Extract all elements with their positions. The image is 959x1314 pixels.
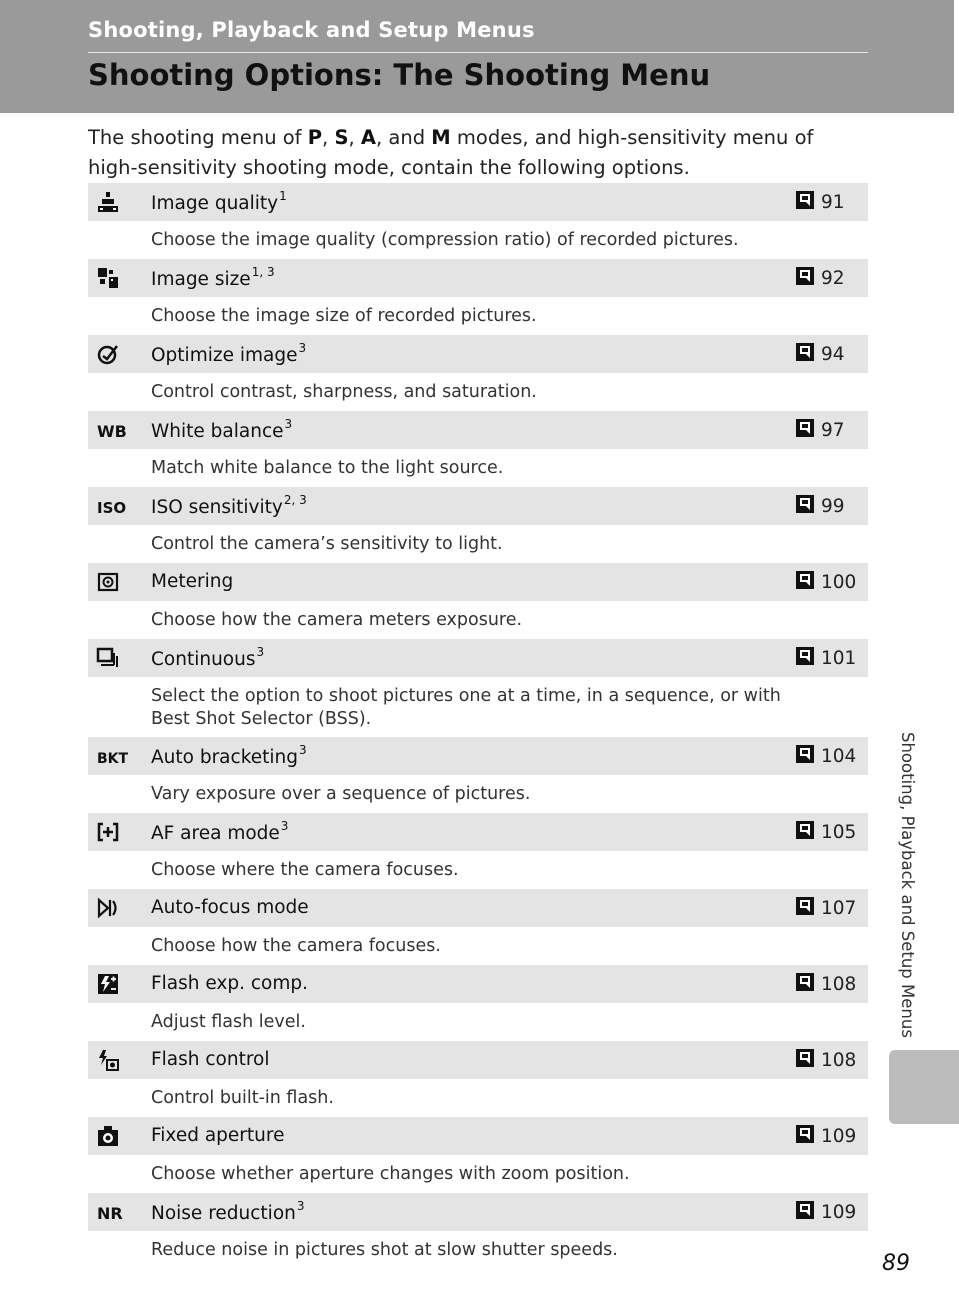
option-description: Match white balance to the light source.	[151, 458, 504, 478]
option-label	[151, 1125, 284, 1146]
option-row	[88, 639, 868, 677]
option-row	[88, 1041, 868, 1079]
page-reference-number: 99	[821, 496, 845, 517]
page-reference	[796, 973, 856, 996]
noise-reduction-icon	[96, 1200, 123, 1224]
intro-text: , and	[376, 126, 432, 149]
option-name: Flash exp. comp.	[151, 973, 309, 994]
af-area-mode-icon	[96, 820, 120, 844]
option-label	[151, 495, 307, 518]
section-title: Shooting, Playback and Setup Menus	[88, 18, 535, 42]
footnote-marker: 3	[298, 341, 307, 355]
option-label	[151, 745, 307, 768]
svg-text:WB: WB	[97, 422, 127, 441]
intro-text: The shooting menu of	[88, 126, 308, 149]
option-name: Image size	[151, 269, 251, 291]
white-balance-icon	[96, 418, 127, 442]
mode-p: P	[307, 126, 323, 149]
option-description: Reduce noise in pictures shot at slow shutter speeds.	[151, 1240, 618, 1260]
page-reference	[796, 267, 845, 290]
header-divider	[88, 52, 868, 53]
fixed-aperture-icon	[96, 1124, 120, 1148]
option-label	[151, 897, 309, 918]
intro-text: ,	[348, 126, 361, 149]
option-description: Vary exposure over a sequence of pictures.	[151, 784, 531, 804]
iso-sensitivity-icon	[96, 494, 127, 518]
page-reference-number: 104	[821, 746, 857, 767]
option-row	[88, 411, 868, 449]
option-description: Choose how the camera meters exposure.	[151, 610, 523, 630]
image-quality-icon	[96, 190, 120, 214]
page-reference	[796, 647, 856, 670]
option-name: Metering	[151, 571, 234, 592]
option-name: White balance	[151, 421, 284, 443]
intro-text: ,	[322, 126, 335, 149]
footnote-marker: 3	[299, 743, 307, 757]
option-description: Control the camera’s sensitivity to light.	[151, 534, 503, 554]
option-row	[88, 813, 868, 851]
option-description: Control built-in flash.	[151, 1088, 334, 1108]
intro-text: modes, and high-sensitivity menu of high-sensitivity shooting mode, contain the following options.	[88, 126, 814, 179]
option-label	[151, 571, 233, 592]
option-row	[88, 487, 868, 525]
page-reference-number: 91	[821, 192, 845, 213]
page-title: Shooting Options: The Shooting Menu	[88, 58, 711, 92]
option-name: Continuous	[151, 649, 256, 671]
option-label	[151, 973, 308, 994]
page-reference-icon	[796, 1125, 821, 1148]
option-label	[151, 191, 287, 214]
page-reference-number: 109	[821, 1126, 857, 1147]
page-reference	[796, 495, 845, 518]
page-reference-icon	[796, 821, 821, 844]
option-description: Choose whether aperture changes with zoom position.	[151, 1164, 630, 1184]
page-reference	[796, 343, 845, 366]
option-label	[151, 267, 275, 290]
page-reference-number: 92	[821, 268, 845, 289]
option-name: Noise reduction	[151, 1203, 296, 1225]
page-reference-icon	[796, 745, 821, 768]
mode-s: S	[334, 126, 349, 149]
page-reference-number: 107	[821, 898, 857, 919]
page-reference	[796, 1125, 856, 1148]
option-label	[151, 1049, 270, 1070]
option-row	[88, 335, 868, 373]
page-reference-icon	[796, 1201, 821, 1224]
footnote-marker: 3	[280, 819, 289, 833]
option-description: Choose how the camera focuses.	[151, 936, 441, 956]
image-size-icon	[96, 266, 120, 290]
flash-exp-comp-icon	[96, 972, 120, 996]
page-reference-icon	[796, 495, 821, 518]
option-row	[88, 1193, 868, 1231]
option-name: Image quality	[151, 193, 279, 215]
option-name: Auto bracketing	[151, 747, 298, 769]
footnote-marker: 1, 3	[251, 265, 275, 279]
page-reference-number: 97	[821, 420, 845, 441]
option-description: Select the option to shoot pictures one at a time, in a sequence, or with Best Shot Selector (BSS).	[151, 686, 781, 729]
option-name: AF area mode	[151, 823, 280, 845]
footnote-marker: 1	[279, 189, 287, 203]
option-row	[88, 183, 868, 221]
auto-focus-mode-icon	[96, 896, 120, 920]
svg-text:ISO: ISO	[97, 499, 127, 517]
mode-a: A	[360, 126, 376, 149]
page-reference	[796, 1049, 856, 1072]
option-description: Choose where the camera focuses.	[151, 860, 459, 880]
page-reference	[796, 419, 845, 442]
flash-control-icon	[96, 1048, 120, 1072]
option-row	[88, 965, 868, 1003]
footnote-marker: 3	[256, 645, 265, 659]
option-description: Choose the image quality (compression ratio) of recorded pictures.	[151, 230, 739, 250]
option-description: Control contrast, sharpness, and saturation.	[151, 382, 537, 402]
svg-text:NR: NR	[97, 1204, 123, 1223]
option-name: Fixed aperture	[151, 1125, 285, 1146]
option-label	[151, 419, 292, 442]
page-reference-icon	[796, 647, 821, 670]
option-name: Optimize image	[151, 345, 298, 367]
intro-paragraph	[88, 123, 868, 183]
option-row	[88, 259, 868, 297]
option-row	[88, 889, 868, 927]
page-reference-number: 101	[821, 648, 857, 669]
optimize-image-icon	[96, 342, 120, 366]
option-description: Adjust flash level.	[151, 1012, 306, 1032]
page-reference-icon	[796, 343, 821, 366]
option-name: Auto-focus mode	[151, 897, 309, 918]
page-reference-number: 100	[821, 572, 857, 593]
page-reference-number: 94	[821, 344, 845, 365]
page-reference	[796, 1201, 856, 1224]
footnote-marker: 3	[284, 417, 293, 431]
mode-m: M	[431, 126, 451, 149]
page-header	[0, 0, 954, 113]
metering-icon	[96, 570, 120, 594]
page-reference	[796, 821, 856, 844]
option-label	[151, 647, 264, 670]
footnote-marker: 3	[296, 1199, 305, 1213]
page-reference-icon	[796, 973, 821, 996]
page-reference-icon	[796, 897, 821, 920]
page-reference	[796, 897, 856, 920]
page-reference-icon	[796, 419, 821, 442]
page-number: 89	[882, 1251, 910, 1276]
svg-text:BKT: BKT	[97, 751, 129, 767]
page-reference	[796, 191, 845, 214]
option-name: Flash control	[151, 1049, 270, 1070]
option-row	[88, 563, 868, 601]
page-reference-icon	[796, 571, 821, 594]
page-reference-number: 109	[821, 1202, 857, 1223]
auto-bracketing-icon	[96, 744, 129, 768]
option-row	[88, 1117, 868, 1155]
option-row	[88, 737, 868, 775]
option-name: ISO sensitivity	[151, 497, 283, 519]
page-reference-icon	[796, 267, 821, 290]
side-section-label: Shooting, Playback and Setup Menus	[898, 732, 917, 1038]
footnote-marker: 2, 3	[283, 493, 307, 507]
option-label	[151, 1201, 305, 1224]
page-reference-number: 105	[821, 822, 857, 843]
page-reference-icon	[796, 191, 821, 214]
page-reference-number: 108	[821, 974, 857, 995]
section-tab	[889, 1050, 959, 1124]
option-label	[151, 343, 306, 366]
page-reference	[796, 745, 856, 768]
continuous-icon	[96, 646, 120, 670]
option-description: Choose the image size of recorded pictures.	[151, 306, 537, 326]
page-reference	[796, 571, 856, 594]
page-reference-number: 108	[821, 1050, 857, 1071]
page-reference-icon	[796, 1049, 821, 1072]
options-table	[88, 183, 868, 1269]
option-label	[151, 821, 288, 844]
